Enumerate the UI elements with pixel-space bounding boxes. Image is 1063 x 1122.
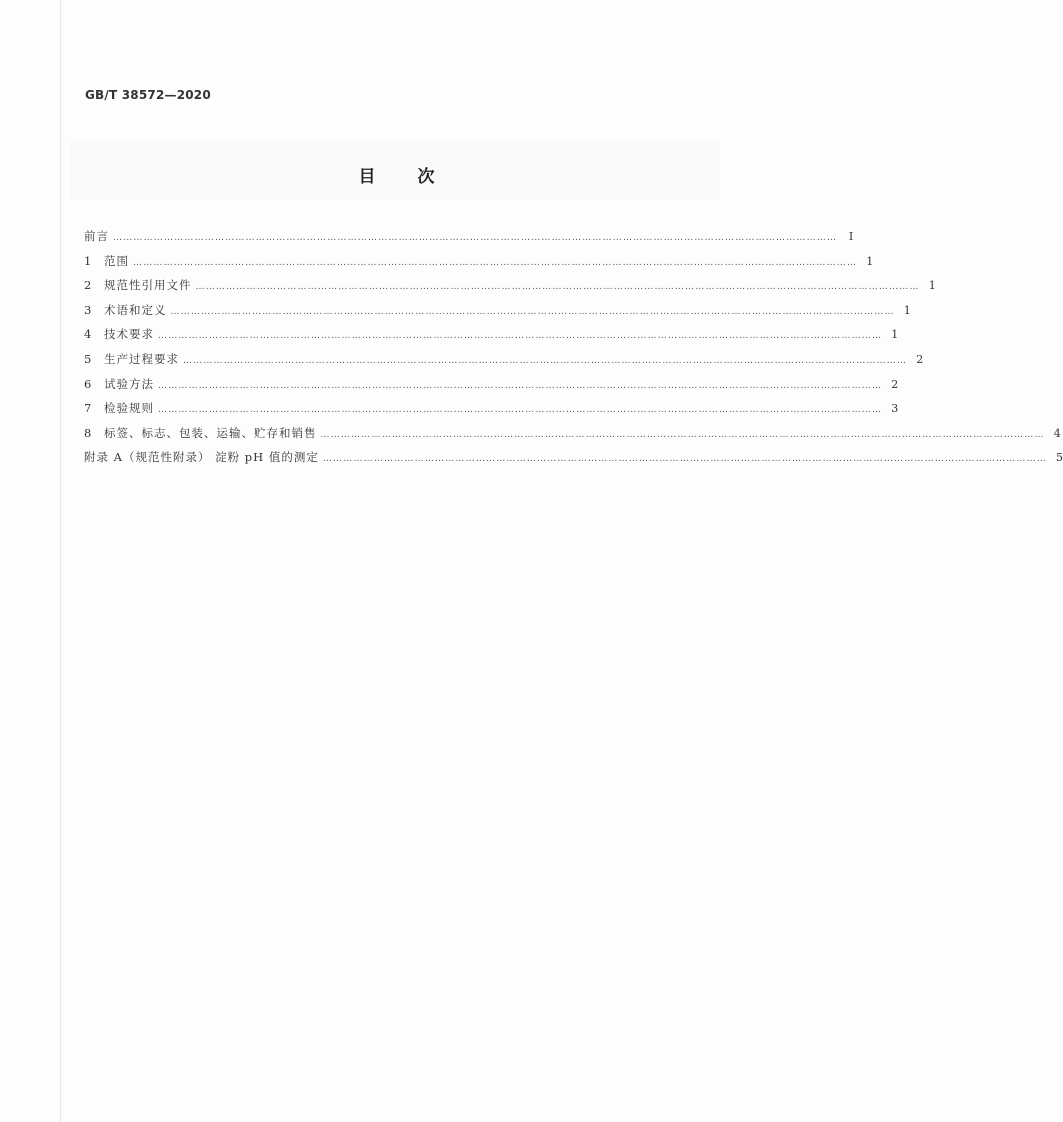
toc-entry-foreword[interactable] (84, 228, 854, 253)
toc-entry-number: 6 (84, 376, 92, 391)
toc-entry-label: 附录 A（规范性附录） 淀粉 pH 值的测定 (84, 450, 319, 465)
toc-entry-labelling-packaging[interactable] (84, 425, 1061, 450)
toc-entry-technical-requirements[interactable] (84, 326, 899, 351)
toc-leader-dots: …………………………………………………………………………………………………………………………………………………………………………………………… (158, 405, 883, 416)
toc-entry-page: 5 (1056, 451, 1063, 465)
toc-entry-page: 4 (1053, 426, 1061, 440)
toc-entry-page: 2 (916, 352, 924, 366)
toc-entry-label: 范围 (104, 253, 129, 268)
toc-leader-dots: …………………………………………………………………………………………………………………………………………………………………………………………… (158, 380, 883, 391)
toc-leader-dots: …………………………………………………………………………………………………………………………………………………………………………………………… (322, 454, 1048, 465)
toc-leader-dots: …………………………………………………………………………………………………………………………………………………………………………………………… (320, 429, 1045, 440)
toc-entry-page: 1 (903, 303, 911, 317)
toc-entry-number: 4 (84, 327, 92, 342)
toc-entry-number: 5 (84, 351, 92, 366)
toc-entry-label: 前言 (84, 229, 109, 243)
toc-entry-number: 7 (84, 401, 92, 416)
toc-entry-label: 技术要求 (104, 327, 154, 342)
standard-number: GB/T 38572—2020 (85, 88, 211, 102)
toc-entry-page: 1 (866, 254, 874, 268)
toc-entry-test-methods[interactable] (84, 376, 899, 401)
toc-leader-dots: …………………………………………………………………………………………………………………………………………………………………………………………… (170, 306, 895, 317)
toc-entry-number: 2 (84, 278, 92, 293)
toc-leader-dots: …………………………………………………………………………………………………………………………………………………………………………………………… (158, 331, 883, 342)
toc-leader-dots: …………………………………………………………………………………………………………………………………………………………………………………………… (183, 355, 908, 366)
toc-entry-production-requirements[interactable] (84, 351, 924, 376)
table-of-contents (84, 228, 1063, 474)
toc-entry-label: 术语和定义 (104, 302, 167, 317)
toc-entry-number: 3 (84, 302, 92, 317)
toc-entry-annex-a[interactable] (84, 449, 1063, 474)
toc-entry-label: 检验规则 (104, 401, 154, 416)
toc-leader-dots: …………………………………………………………………………………………………………………………………………………………………………………………… (195, 282, 920, 293)
toc-entry-inspection-rules[interactable] (84, 400, 899, 425)
toc-entry-label: 规范性引用文件 (104, 278, 192, 293)
toc-entry-terms[interactable] (84, 302, 911, 327)
toc-entry-number: 8 (84, 425, 92, 440)
toc-entry-number: 1 (84, 253, 92, 268)
toc-entry-page: 2 (891, 377, 899, 391)
toc-entry-normative-references[interactable] (84, 277, 936, 302)
toc-title (0, 162, 793, 187)
toc-entry-page: 1 (928, 279, 936, 293)
toc-title-char: 次 (417, 167, 435, 187)
toc-entry-label: 生产过程要求 (104, 351, 179, 366)
toc-title-char: 目 (358, 167, 376, 187)
toc-entry-page: 1 (891, 328, 899, 342)
toc-leader-dots: …………………………………………………………………………………………………………………………………………………………………………………………… (133, 257, 858, 268)
toc-entry-label: 试验方法 (104, 376, 154, 391)
toc-entry-label: 标签、标志、包装、运输、贮存和销售 (104, 425, 317, 440)
toc-entry-page: 3 (891, 402, 899, 416)
toc-entry-page: Ⅰ (848, 230, 854, 243)
toc-entry-scope[interactable] (84, 253, 874, 278)
toc-leader-dots: …………………………………………………………………………………………………………………………………………………………………………………………… (113, 233, 838, 243)
